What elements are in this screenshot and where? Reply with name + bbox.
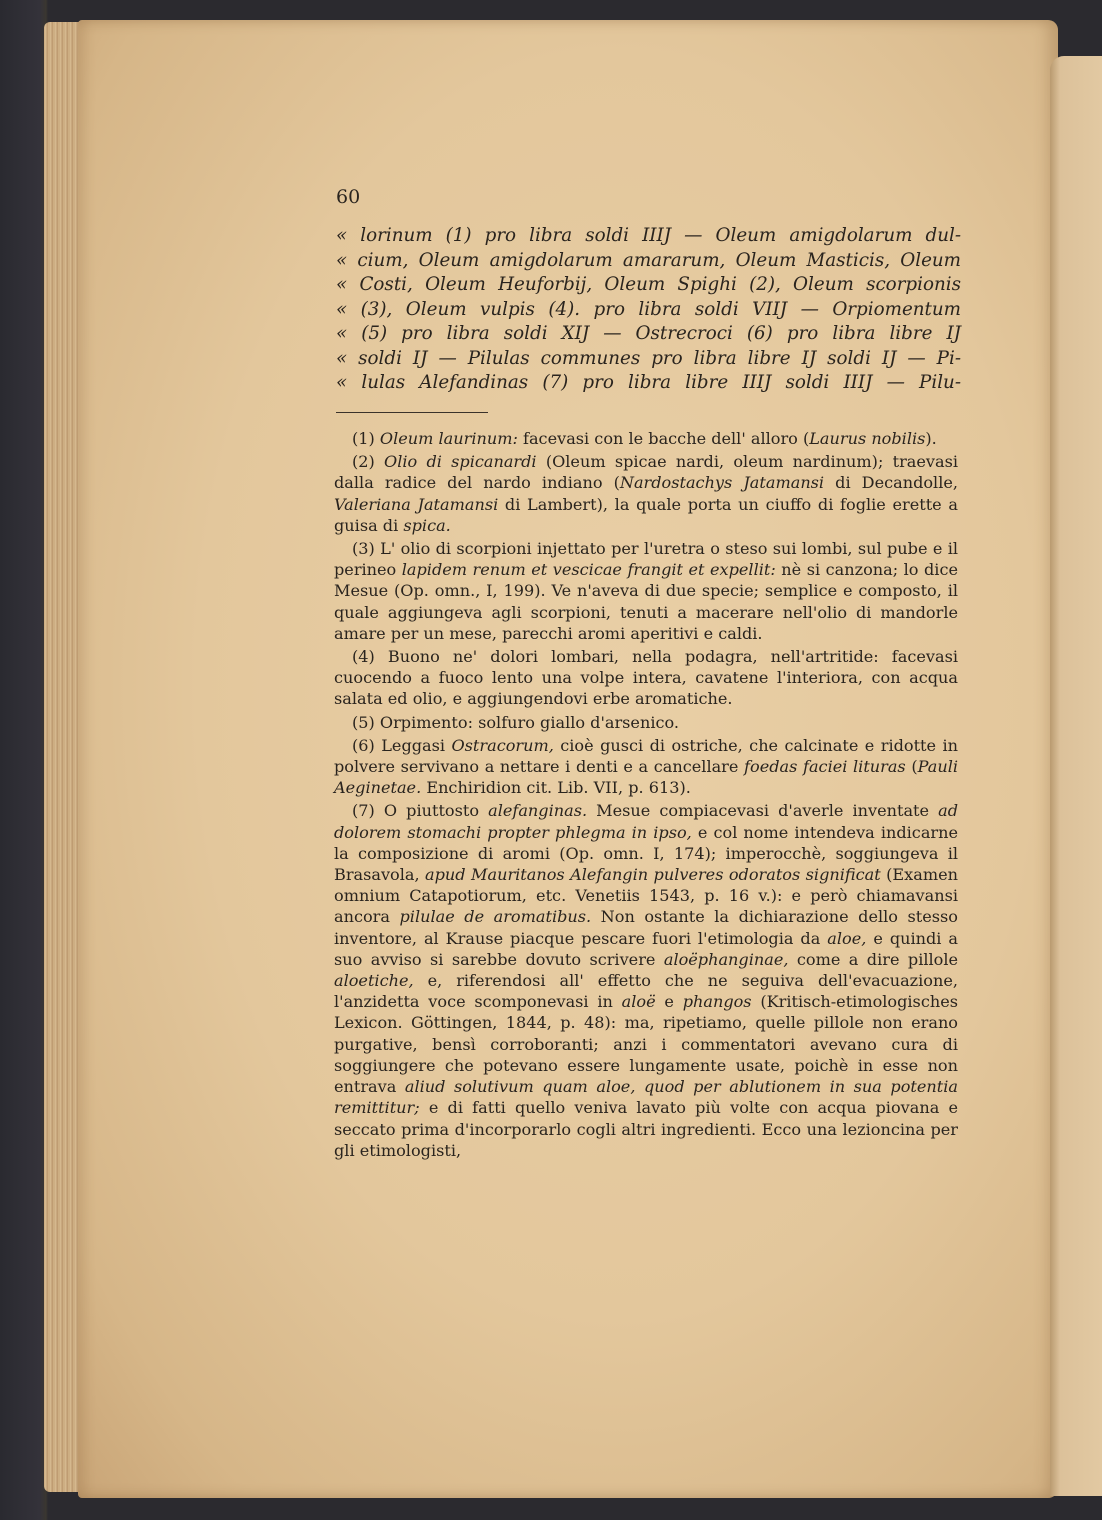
footnote-italic-text: Laurus nobilis — [809, 429, 926, 448]
footnote-number: (6) — [352, 735, 375, 755]
footnote — [334, 428, 958, 449]
footnote-italic-text: foedas faciei lituras — [744, 757, 906, 777]
quote-line: « cium, Oleum amigdolarum amararum, Oleum Masticis, Oleum — [336, 249, 961, 271]
footnote — [334, 451, 958, 536]
quote-line: « lorinum (1) pro libra soldi IIIJ — Oleum amigdolarum dul- — [336, 225, 961, 246]
footnote-text: Orpimento: solfuro giallo d'arsenico. — [379, 712, 680, 732]
footnote-text: Buono ne' dolori lombari, nella podagra, nell'artritide: facevasi cuocendo a fuoco lento una volpe intera, cavatene l'interiora, con acqua salata ed olio, e aggiungendovi erbe aromatiche. — [334, 647, 958, 709]
footnote-number: (5) — [352, 712, 375, 732]
footnote-italic-text: alefanginas. — [488, 801, 588, 821]
footnote-text: Leggasi — [381, 735, 452, 755]
footnote-number: (1) — [352, 429, 375, 448]
footnote-italic-text: Pauli Aeginetae. — [334, 757, 958, 798]
footnote-text: (Oleum spicae nardi, oleum nardinum); traevasi dalla radice del nardo indiano ( — [334, 452, 958, 493]
footnote-italic-text: pilulae de aromatibus. — [399, 907, 592, 927]
footnote-text: e di fatti quello veniva lavato più volte con acqua piovana e seccato prima d'incorporarlo cogli altri ingredienti. Ecco una lezioncina per gli etimologisti, — [334, 1098, 958, 1160]
footnote-italic-text: Olio di spicanardi — [384, 452, 537, 472]
footnote-text: (Examen omnium Catapotiorum, etc. Venetiis 1543, p. 16 v.): e però chiamavansi ancora — [334, 865, 958, 927]
footnote-italic-text: lapidem renum et vescicae frangit et expellit: — [401, 560, 776, 580]
footnote-number: (3) — [352, 539, 375, 559]
quote-line: « soldi IJ — Pilulas communes pro libra libre IJ soldi IJ — Pi- — [336, 347, 961, 369]
footnote-text: Non ostante la dichiarazione dello stesso inventore, al Krause piacque pescare fuori l'etimologia da — [334, 907, 958, 948]
footnote-text: di Lambert), la quale porta un ciuffo di foglie erette a guisa di — [334, 494, 958, 535]
footnote-text: O piuttosto — [383, 801, 489, 821]
footnote-italic-text: Oleum laurinum: — [379, 429, 518, 448]
footnote-text: L' olio di scorpioni injettato per l'uretra o steso sui lombi, sul pube e il perineo — [334, 539, 958, 580]
footnote-text: nè si canzona; lo dice Mesue (Op. omn., I, 199). Ve n'aveva di due specie; semplice e composto, il quale aggiungeva agli scorpioni, tenuti a macerare nell'olio di mandorle amare per un mese, parecchi aromi aperitivi e caldi. — [334, 560, 958, 643]
footnote — [334, 646, 958, 710]
footnote-text: cioè gusci di ostriche, che calcinate e ridotte in polvere servivano a nettare i denti e a cancellare — [334, 735, 958, 777]
footnote-text: Enchiridion cit. Lib. VII, p. 613). — [421, 778, 691, 798]
quoted-text — [336, 224, 961, 396]
footnote-text: di Decandolle, — [824, 473, 958, 493]
quote-line: « Costi, Oleum Heuforbij, Oleum Spighi (2), Oleum scorpionis — [336, 274, 961, 295]
footnote-text: facevasi con le bacche dell' alloro ( — [517, 429, 810, 448]
footnote — [334, 735, 958, 799]
footnote — [334, 538, 958, 644]
footnote-text: e quindi a suo avviso si sarebbe dovuto scrivere — [334, 928, 958, 969]
footnote-separator — [336, 412, 488, 413]
footnote-italic-text: apud Mauritanos Alefangin pulveres odoratos significat — [425, 865, 881, 885]
footnote-italic-text: Nardostachys Jatamansi — [619, 473, 825, 493]
footnote-text: ( — [905, 757, 918, 777]
footnote-italic-text: aloe, — [827, 928, 867, 948]
footnote-text: Mesue compiacevasi d'averle inventate — [587, 801, 939, 821]
footnote-text: e, riferendosi all' effetto che ne seguiva dell'evacuazione, l'anzidetta voce scomponevasi in — [334, 971, 958, 1012]
footnote-text: (Kritisch-etimologisches Lexicon. Göttingen, 1844, p. 48): ma, ripetiamo, quelle pillole non erano purgative, bensì corroboranti; anzi i commentatori avevano cura di soggiungere che potevano essere lungamente usate, poichè in esse non entrava — [334, 992, 958, 1097]
footnote-italic-text: ad dolorem stomachi propter phlegma in ipso, — [334, 801, 959, 842]
footnote-text: e — [655, 992, 683, 1012]
footnote-italic-text: phangos — [682, 992, 752, 1012]
footnote-number: (2) — [352, 452, 375, 472]
footnote-text: ). — [925, 429, 937, 448]
quote-line: « (3), Oleum vulpis (4). pro libra soldi VIIJ — Orpiomentum — [336, 298, 961, 320]
page-number: 60 — [336, 186, 361, 208]
footnote-text: e col nome intendeva indicarne la composizione di aromi (Op. omn. I, 174); imperocchè, soggiungeva il Brasavola, — [334, 822, 958, 885]
footnote-italic-text: spica. — [403, 515, 451, 535]
footnote-italic-text: Ostracorum, — [451, 735, 554, 755]
footnote-italic-text: aloetiche, — [334, 971, 414, 991]
footnote-number: (7) — [352, 801, 375, 821]
quote-line: « lulas Alefandinas (7) pro libra libre IIIJ soldi IIIJ — Pilu- — [336, 372, 961, 393]
quote-line: « (5) pro libra soldi XIJ — Ostrecroci (6) pro libra libre IJ — [336, 323, 961, 344]
footnotes — [334, 428, 958, 1163]
footnote-italic-text: aloë — [621, 992, 656, 1012]
footnote — [334, 712, 958, 733]
footnote-italic-text: Valeriana Jatamansi — [334, 494, 499, 514]
footnote-text: come a dire pillole — [788, 949, 958, 969]
footnote-italic-text: aliud solutivum quam aloe, quod per ablutionem in sua potentia remittitur; — [334, 1077, 958, 1118]
footnote — [334, 800, 958, 1160]
footnote-italic-text: aloëphanginae, — [663, 949, 789, 969]
footnote-number: (4) — [352, 647, 375, 667]
next-page-edge — [1050, 56, 1102, 1496]
